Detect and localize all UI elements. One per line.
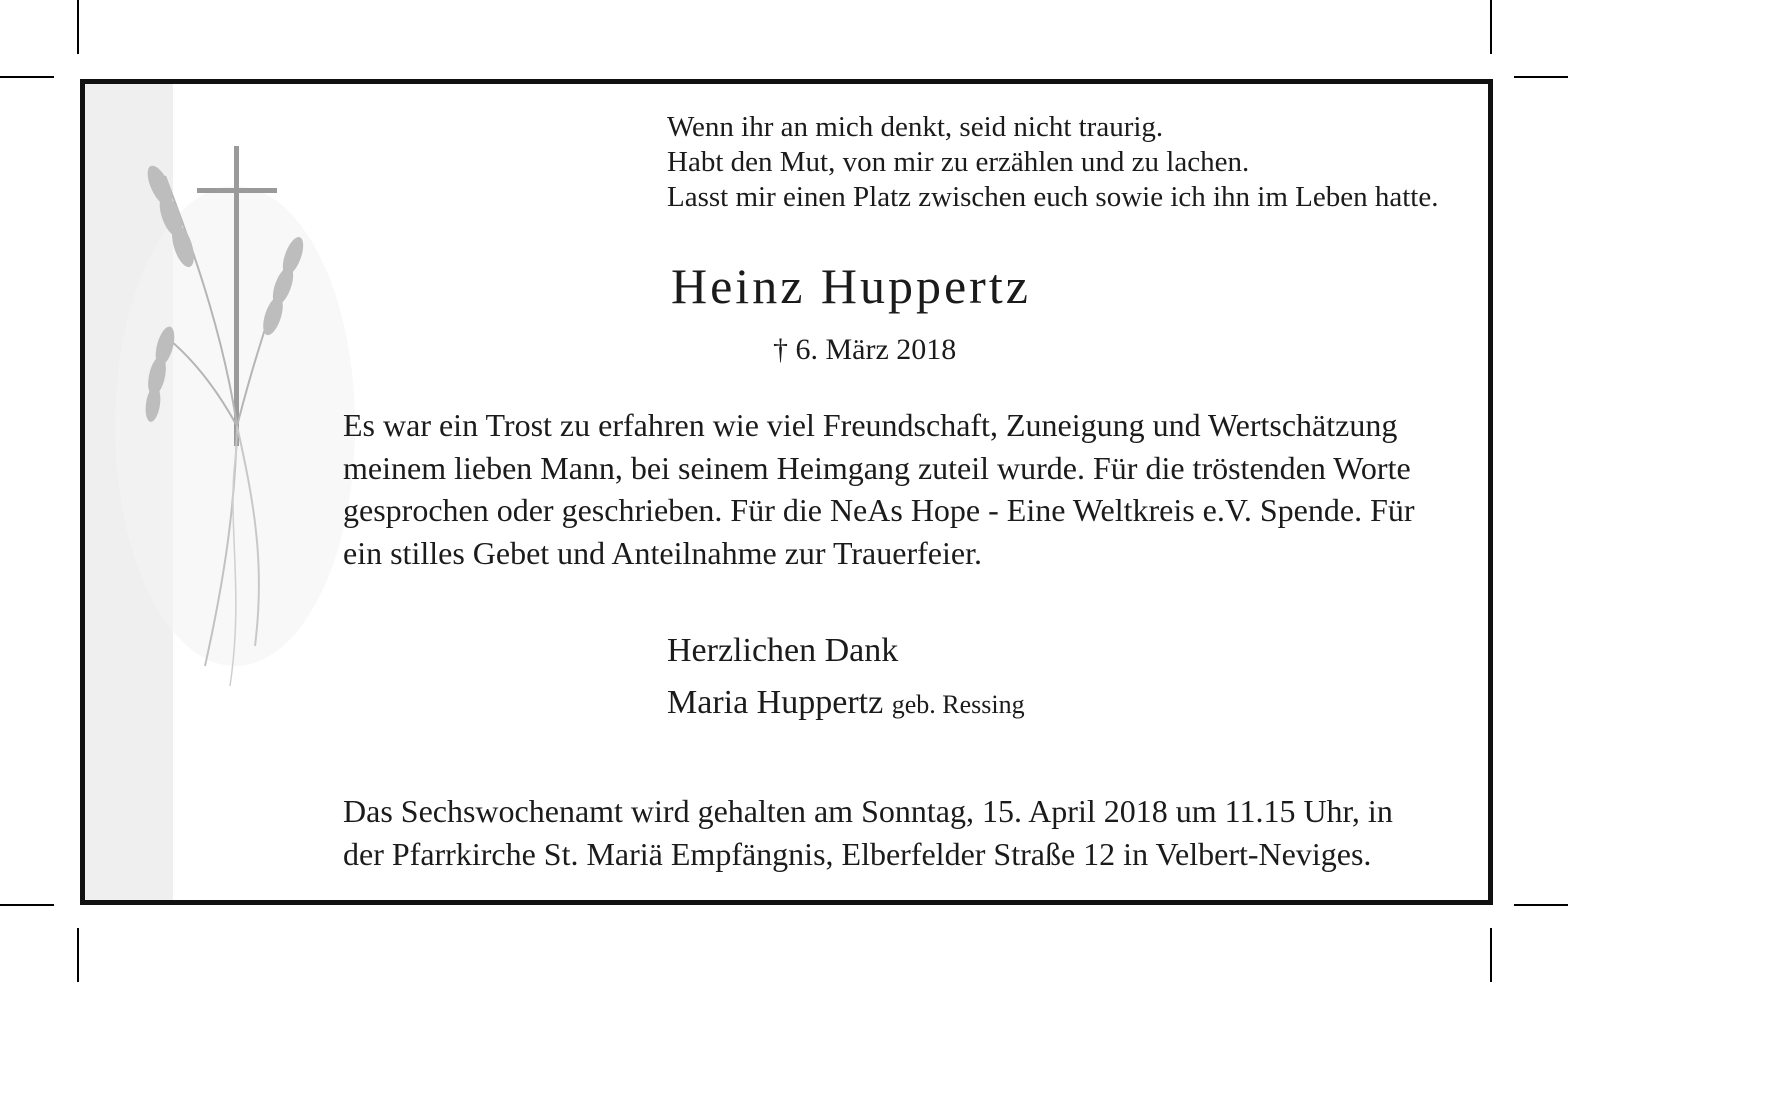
thank-you-message: [343, 404, 1415, 574]
service-line: der Pfarrkirche St. Mariä Empfängnis, Elberfelder Straße 12 in Velbert-Neviges.: [343, 835, 1372, 872]
death-date: † 6. März 2018: [773, 333, 957, 366]
crop-mark-bottom-right: [1490, 928, 1492, 982]
deceased-name: Heinz Huppertz: [671, 258, 1031, 314]
signer-maiden-name: geb. Ressing: [891, 690, 1025, 719]
signer: [667, 683, 1025, 725]
quote-line: Habt den Mut, von mir zu erzählen und zu lachen.: [667, 146, 1250, 178]
crop-mark-right-top: [1514, 76, 1568, 78]
closing-thanks: Herzlichen Dank: [667, 632, 899, 669]
obituary-card: [80, 79, 1493, 905]
signer-name: Maria Huppertz: [667, 684, 884, 721]
crop-mark-top-left: [77, 0, 79, 54]
service-notice: [343, 790, 1393, 875]
crop-mark-left-bottom: [0, 904, 54, 906]
message-line: Es war ein Trost zu erfahren wie viel Freundschaft, Zuneigung und Wertschätzung: [343, 407, 1398, 443]
message-line: meinem lieben Mann, bei seinem Heimgang zuteil wurde. Für die tröstenden Worte: [343, 449, 1411, 486]
quote-line: Lasst mir einen Platz zwischen euch sowie ich ihn im Leben hatte.: [667, 181, 1439, 213]
message-line: ein stilles Gebet und Anteilnahme zur Trauerfeier.: [343, 534, 982, 571]
service-line: Das Sechswochenamt wird gehalten am Sonntag, 15. April 2018 um 11.15 Uhr, in: [343, 793, 1393, 829]
crop-mark-top-right: [1490, 0, 1492, 54]
crop-mark-bottom-left: [77, 928, 79, 982]
crop-mark-right-bottom: [1514, 904, 1568, 906]
cross-with-wheat-icon: [105, 146, 375, 706]
message-line: gesprochen oder geschrieben. Für die NeAs Hope - Eine Weltkreis e.V. Spende. Für: [343, 492, 1415, 528]
memorial-quote: [667, 110, 1439, 215]
quote-line: Wenn ihr an mich denkt, seid nicht traurig.: [667, 111, 1164, 143]
crop-mark-left-top: [0, 76, 54, 78]
